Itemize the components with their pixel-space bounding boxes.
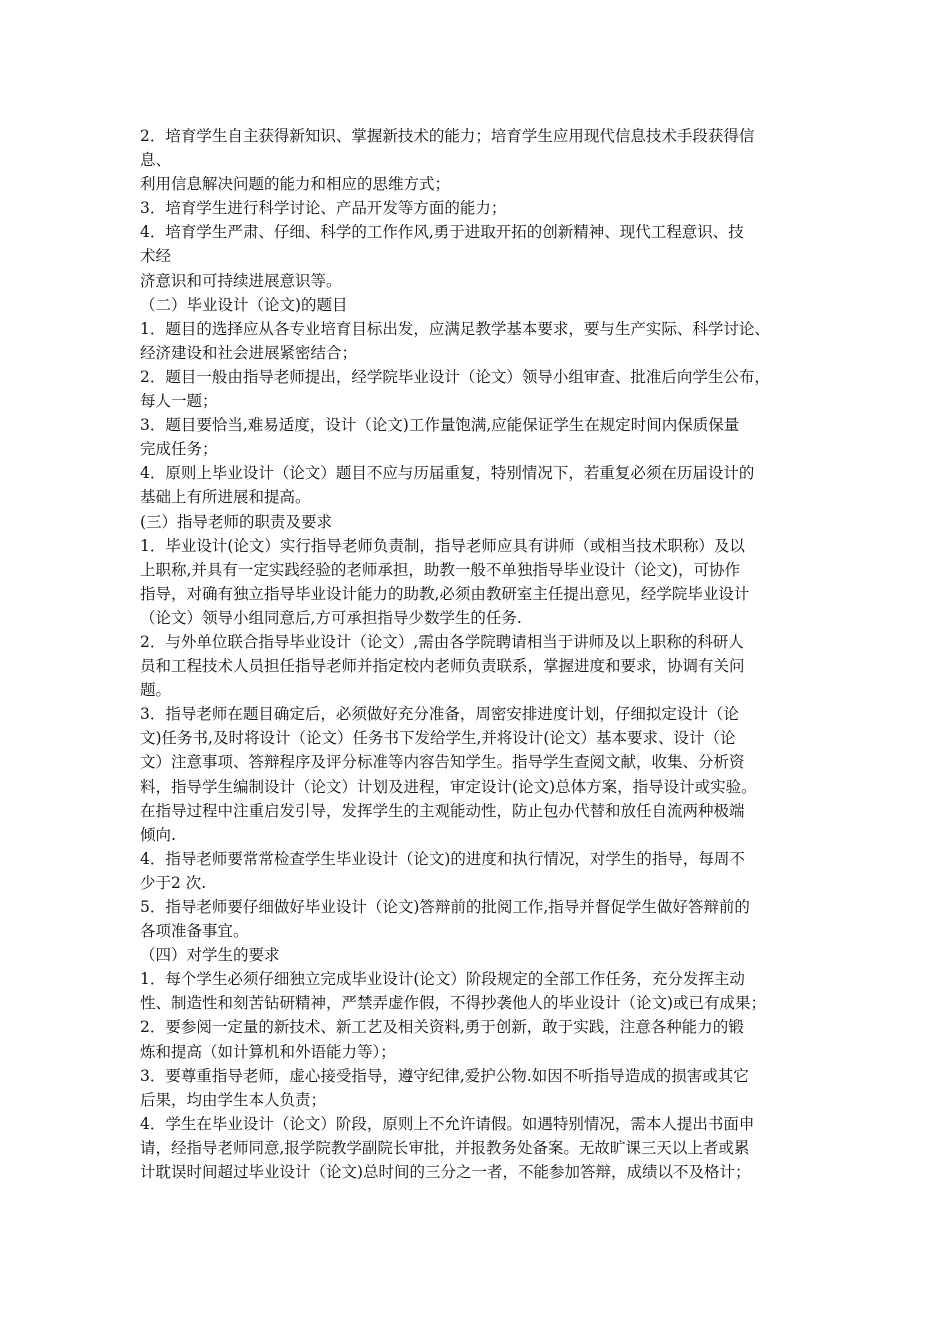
text-line: 炼和提高（如计算机和外语能力等）；: [140, 1042, 396, 1061]
text-line: 基础上有所进展和提高。: [140, 488, 311, 507]
text-line: （四）对学生的要求: [140, 946, 280, 965]
text-line: 文）注意事项、答辩程序及评分标准等内容告知学生。指导学生查阅文献，收集、分析资: [140, 753, 745, 772]
text-line: 济意识和可持续进展意识等。: [140, 271, 342, 290]
text-line: 每人一题；: [140, 392, 218, 411]
text-line: （论文）领导小组同意后,方可承担指导少数学生的任务.: [140, 608, 522, 627]
text-line: 后果，均由学生本人负责；: [140, 1090, 327, 1109]
text-line: 指导，对确有独立指导毕业设计能力的助教,必须由教研室主任提出意见，经学院毕业设计: [140, 584, 750, 603]
text-line: 倾向.: [140, 825, 176, 844]
text-line: 1．每个学生必须仔细独立完成毕业设计(论文）阶段规定的全部工作任务，充分发挥主动: [140, 970, 745, 989]
text-line: 料，指导学生编制设计（论文）计划及进程，审定设计(论文)总体方案，指导设计或实验。: [140, 777, 757, 796]
text-line: 2．要参阅一定量的新技术、新工艺及相关资料,勇于创新，敢于实践，注意各种能力的锻: [140, 1018, 744, 1037]
text-line: 题。: [140, 681, 172, 700]
text-line: 2．培育学生自主获得新知识、掌握新技术的能力；培育学生应用现代信息技术手段获得信: [140, 127, 755, 145]
text-line: 计耽误时间超过毕业设计（论文)总时间的三分之一者，不能参加答辩，成绩以不及格计；: [140, 1163, 751, 1182]
text-line: 术经: [140, 247, 172, 266]
text-line: 3．题目要恰当,难易适度，设计（论文)工作量饱满,应能保证学生在规定时间内保质保量: [140, 416, 740, 435]
text-line: 各项准备事宜。: [140, 922, 249, 941]
text-line: 员和工程技术人员担任指导老师并指定校内老师负责联系，掌握进度和要求，协调有关问: [140, 657, 745, 676]
text-line: 2．题目一般由指导老师提出，经学院毕业设计（论文）领导小组审查、批准后向学生公布，: [140, 367, 770, 386]
text-line: 请，经指导老师同意,报学院教学副院长审批，并报教务处备案。无故旷课三天以上者或累: [140, 1138, 750, 1157]
text-line: 4．指导老师要常常检查学生毕业设计（论文)的进度和执行情况，对学生的指导，每周不: [140, 849, 745, 868]
text-line: 4．学生在毕业设计（论文）阶段，原则上不允许请假。如遇特别情况，需本人提出书面申: [140, 1114, 755, 1133]
text-line: 2．与外单位联合指导毕业设计（论文）,需由各学院聘请相当于讲师及以上职称的科研人: [140, 632, 744, 651]
text-line: 3．培育学生进行科学讨论、产品开发等方面的能力；: [140, 199, 507, 218]
text-line: 完成任务；: [140, 440, 218, 459]
text-line: 性、制造性和刻苦钻研精神，严禁弄虚作假，不得抄袭他人的毕业设计（论文)或已有成果；: [140, 994, 767, 1013]
text-line: 4．原则上毕业设计（论文）题目不应与历届重复，特别情况下，若重复必须在历届设计的: [140, 464, 755, 483]
text-line: 息、: [140, 151, 172, 170]
text-line: 经济建设和社会进展紧密结合；: [140, 343, 358, 362]
text-line: 少于2 次.: [140, 873, 207, 892]
text-line: 5．指导老师要仔细做好毕业设计（论文)答辩前的批阅工作,指导并督促学生做好答辩前的: [140, 898, 750, 916]
text-line: (三）指导老师的职责及要求: [140, 512, 333, 531]
text-line: 1．题目的选择应从各专业培育目标出发，应满足教学基本要求，要与生产实际、科学讨论、: [140, 319, 770, 338]
text-line: 4．培育学生严肃、仔细、科学的工作作风,勇于进取开拓的创新精神、现代工程意识、技: [140, 223, 744, 242]
text-line: 上职称,并具有一定实践经验的老师承担，助教一般不单独指导毕业设计（论文)，可协作: [140, 560, 740, 579]
text-line: 在指导过程中注重启发引导，发挥学生的主观能动性，防止包办代替和放任自流两种极端: [140, 801, 745, 820]
document-body: [140, 124, 820, 1184]
text-line: （二）毕业设计（论文)的题目: [140, 295, 348, 314]
text-line: 利用信息解决问题的能力和相应的思维方式；: [140, 175, 451, 194]
text-line: 3．要尊重指导老师，虚心接受指导，遵守纪律,爱护公物.如因不听指导造成的损害或其它: [140, 1066, 749, 1085]
text-line: 3．指导老师在题目确定后，必须做好充分准备，周密安排进度计划，仔细拟定设计（论: [140, 705, 739, 724]
text-line: 文)任务书,及时将设计（论文）任务书下发给学生,并将设计(论文）基本要求、设计（论: [140, 729, 736, 748]
text-line: 1．毕业设计(论文）实行指导老师负责制，指导老师应具有讲师（或相当技术职称）及以: [140, 536, 745, 555]
